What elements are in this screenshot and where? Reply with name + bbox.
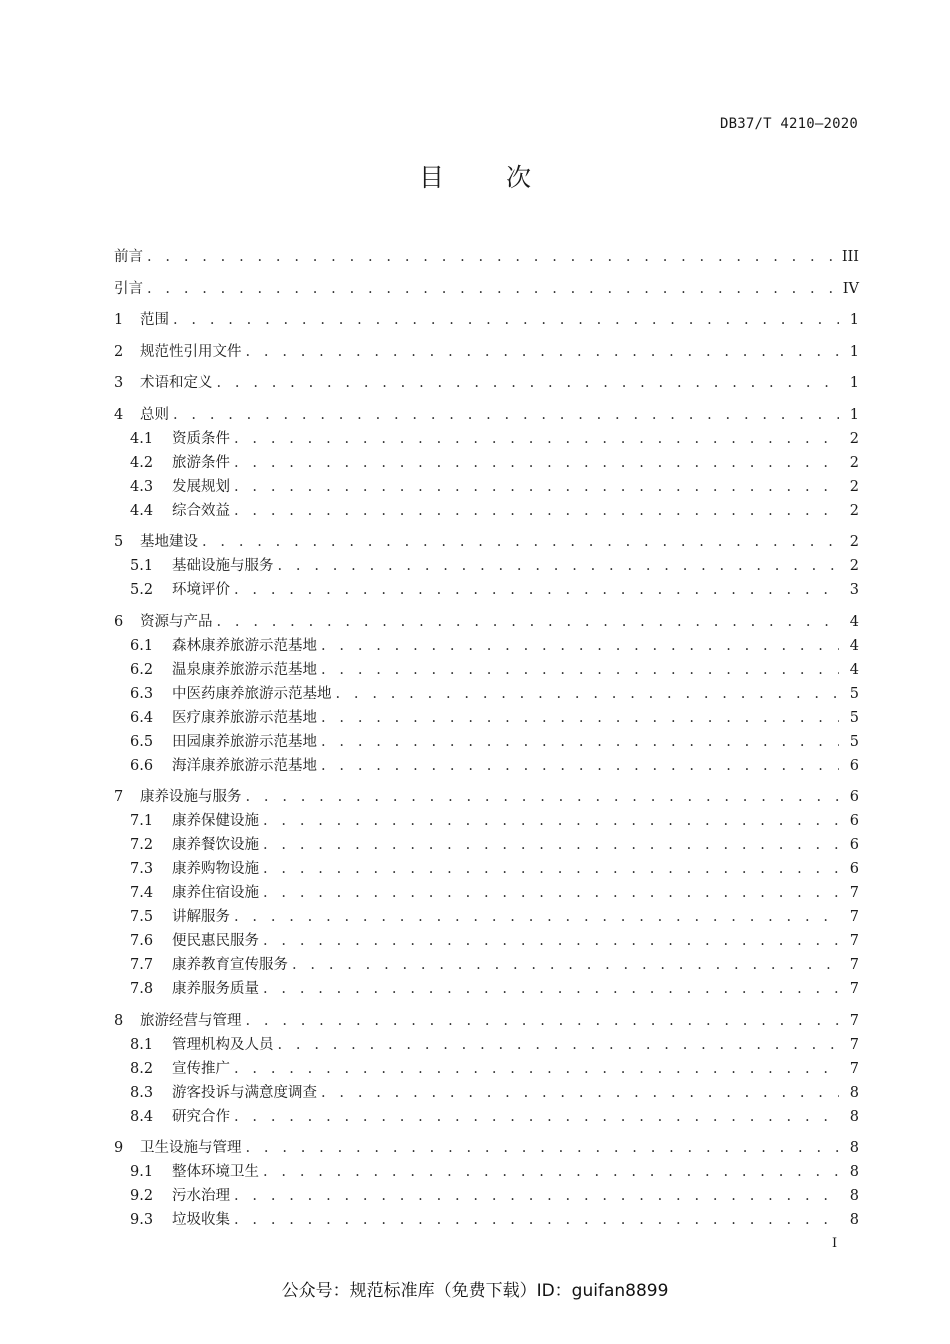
toc-entry-label: 温泉康养旅游示范基地 bbox=[172, 661, 317, 678]
toc-entry-label: 整体环境卫生 bbox=[172, 1164, 259, 1180]
toc-entry-label: 医疗康养旅游示范基地 bbox=[172, 709, 317, 726]
toc-entry-label: 康养住宿设施 bbox=[172, 885, 259, 901]
toc-entry-page: 8 bbox=[849, 1212, 859, 1228]
toc-dot-leader bbox=[147, 245, 836, 269]
toc-dot-leader bbox=[234, 427, 839, 451]
toc-dot-leader bbox=[263, 809, 839, 833]
toc-entry-page: 2 bbox=[849, 430, 859, 447]
toc-dot-leader bbox=[263, 833, 839, 857]
toc-entry-number: 5.2 bbox=[130, 582, 154, 598]
toc-entry[interactable] bbox=[114, 308, 859, 332]
toc-entry-number: 9.2 bbox=[130, 1188, 154, 1204]
toc-entry-label: 垃圾收集 bbox=[172, 1212, 230, 1228]
toc-entry-label: 资源与产品 bbox=[140, 613, 213, 630]
toc-dot-leader bbox=[147, 277, 837, 301]
toc-dot-leader bbox=[246, 1009, 840, 1033]
toc-entry-label: 基础设施与服务 bbox=[172, 558, 274, 574]
document-code: DB37/T 4210—2020 bbox=[719, 116, 858, 132]
toc-dot-leader bbox=[263, 881, 839, 905]
toc-entry[interactable] bbox=[114, 682, 859, 706]
toc-dot-leader bbox=[234, 475, 839, 499]
toc-title: 目次 bbox=[418, 163, 593, 192]
toc-entry[interactable] bbox=[114, 1160, 859, 1184]
toc-entry-number: 9.3 bbox=[130, 1212, 154, 1228]
toc-entry-number: 4.4 bbox=[130, 502, 154, 519]
toc-entry[interactable] bbox=[114, 403, 859, 427]
toc-entry-number: 6.3 bbox=[130, 685, 154, 702]
toc-entry[interactable] bbox=[114, 785, 859, 809]
toc-dot-leader bbox=[263, 977, 839, 1001]
toc-entry-number: 6 bbox=[114, 613, 124, 630]
toc-entry-label: 环境评价 bbox=[172, 582, 230, 598]
toc-entry[interactable] bbox=[114, 1184, 859, 1208]
toc-entry-label: 综合效益 bbox=[172, 502, 230, 519]
toc-entry-number: 8.1 bbox=[130, 1036, 154, 1053]
toc-entry-number: 7.5 bbox=[130, 909, 154, 925]
toc-entry-number: 8.3 bbox=[130, 1084, 154, 1101]
toc-dot-leader bbox=[321, 706, 839, 730]
toc-entry-number: 4.2 bbox=[130, 454, 154, 471]
toc-entry-page: 8 bbox=[849, 1084, 859, 1101]
toc-entry-page: 6 bbox=[849, 789, 859, 805]
toc-entry[interactable] bbox=[114, 578, 859, 602]
toc-entry-number: 4 bbox=[114, 406, 124, 423]
toc-entry-label: 引言 bbox=[114, 280, 143, 297]
toc-dot-leader bbox=[263, 929, 839, 953]
toc-entry-page: 7 bbox=[849, 933, 859, 949]
toc-entry-page: 8 bbox=[849, 1140, 859, 1156]
toc-entry-page: 1 bbox=[849, 406, 859, 423]
toc-entry-number: 4.1 bbox=[130, 430, 154, 447]
toc-entry-page: 7 bbox=[849, 909, 859, 925]
toc-entry-number: 6.6 bbox=[130, 757, 154, 774]
footer-note: 公众号：规范标准库（免费下载）ID：guifan8899 bbox=[281, 1281, 669, 1301]
toc-entry-label: 发展规划 bbox=[172, 478, 230, 495]
toc-entry-number: 9.1 bbox=[130, 1164, 154, 1180]
toc-dot-leader bbox=[336, 682, 840, 706]
toc-entry-label: 规范性引用文件 bbox=[140, 343, 242, 360]
toc-entry-page: 2 bbox=[849, 534, 859, 550]
toc-entry-page: 1 bbox=[849, 343, 859, 360]
toc-entry[interactable] bbox=[114, 1033, 859, 1057]
toc-entry-page: III bbox=[841, 249, 859, 265]
page-number: I bbox=[832, 1236, 838, 1251]
toc-entry[interactable] bbox=[114, 977, 859, 1001]
toc-entry-label: 田园康养旅游示范基地 bbox=[172, 733, 317, 750]
toc-entry-page: 2 bbox=[849, 478, 859, 495]
toc-dot-leader bbox=[202, 530, 839, 554]
toc-entry-page: 7 bbox=[849, 1060, 859, 1077]
toc-entry[interactable] bbox=[114, 809, 859, 833]
toc-entry-label: 康养服务质量 bbox=[172, 981, 259, 997]
toc-entry-label: 旅游经营与管理 bbox=[140, 1012, 242, 1029]
toc-entry-page: 6 bbox=[849, 813, 859, 829]
toc-entry-label: 卫生设施与管理 bbox=[140, 1140, 242, 1156]
toc-dot-leader bbox=[246, 340, 840, 364]
toc-entry[interactable] bbox=[114, 1208, 859, 1232]
toc-dot-leader bbox=[321, 1081, 839, 1105]
toc-entry-number: 2 bbox=[114, 343, 124, 360]
toc-entry-number: 6.1 bbox=[130, 637, 154, 654]
toc-entry-number: 1 bbox=[114, 312, 124, 328]
toc-entry-label: 总则 bbox=[140, 406, 169, 423]
toc-entry-page: 4 bbox=[849, 637, 859, 654]
toc-entry-label: 中医药康养旅游示范基地 bbox=[172, 685, 332, 702]
toc-entry[interactable] bbox=[114, 530, 859, 554]
toc-entry-label: 范围 bbox=[140, 312, 169, 328]
toc-entry-page: 7 bbox=[849, 885, 859, 901]
toc-entry-label: 旅游条件 bbox=[172, 454, 230, 471]
toc-entry-number: 4.3 bbox=[130, 478, 154, 495]
toc-entry[interactable] bbox=[114, 340, 859, 364]
toc-dot-leader bbox=[234, 1184, 839, 1208]
toc-entry-page: 3 bbox=[849, 582, 859, 598]
toc-entry[interactable] bbox=[114, 1057, 859, 1081]
toc-entry-label: 前言 bbox=[114, 249, 143, 265]
toc-dot-leader bbox=[173, 403, 839, 427]
toc-entry-page: 4 bbox=[849, 613, 859, 630]
toc-entry[interactable] bbox=[114, 554, 859, 578]
toc-entry-label: 森林康养旅游示范基地 bbox=[172, 637, 317, 654]
toc-entry-page: 6 bbox=[849, 837, 859, 853]
toc-entry[interactable] bbox=[114, 833, 859, 857]
toc-entry-label: 宣传推广 bbox=[172, 1060, 230, 1077]
toc-entry[interactable] bbox=[114, 427, 859, 451]
toc-dot-leader bbox=[246, 1136, 840, 1160]
toc-dot-leader bbox=[234, 578, 839, 602]
table-of-contents bbox=[114, 245, 859, 1232]
toc-entry-page: 8 bbox=[849, 1188, 859, 1204]
toc-dot-leader bbox=[234, 905, 839, 929]
toc-entry-label: 研究合作 bbox=[172, 1108, 230, 1125]
toc-dot-leader bbox=[234, 451, 839, 475]
toc-entry-label: 海洋康养旅游示范基地 bbox=[172, 757, 317, 774]
toc-entry[interactable] bbox=[114, 634, 859, 658]
toc-entry[interactable] bbox=[114, 245, 859, 269]
toc-entry-page: 1 bbox=[849, 375, 859, 391]
toc-entry[interactable] bbox=[114, 658, 859, 682]
toc-entry[interactable] bbox=[114, 277, 859, 301]
toc-entry-number: 5 bbox=[114, 534, 124, 550]
toc-dot-leader bbox=[263, 857, 839, 881]
toc-entry-page: 7 bbox=[849, 957, 859, 973]
toc-entry-page: 4 bbox=[849, 661, 859, 678]
toc-dot-leader bbox=[278, 554, 840, 578]
toc-entry[interactable] bbox=[114, 1105, 859, 1129]
toc-dot-leader bbox=[234, 1105, 839, 1129]
toc-entry-page: 6 bbox=[849, 861, 859, 877]
toc-entry-page: 7 bbox=[849, 981, 859, 997]
toc-entry-label: 康养教育宣传服务 bbox=[172, 957, 288, 973]
toc-dot-leader bbox=[278, 1033, 840, 1057]
toc-entry-number: 7.3 bbox=[130, 861, 154, 877]
toc-entry-number: 6.5 bbox=[130, 733, 154, 750]
toc-entry[interactable] bbox=[114, 610, 859, 634]
toc-entry-number: 6.2 bbox=[130, 661, 154, 678]
toc-dot-leader bbox=[321, 730, 839, 754]
toc-dot-leader bbox=[321, 634, 839, 658]
toc-entry-number: 5.1 bbox=[130, 558, 154, 574]
toc-entry-label: 管理机构及人员 bbox=[172, 1036, 274, 1053]
toc-entry-number: 9 bbox=[114, 1140, 124, 1156]
toc-entry-number: 8.4 bbox=[130, 1108, 154, 1125]
toc-entry-page: 8 bbox=[849, 1164, 859, 1180]
toc-entry-number: 6.4 bbox=[130, 709, 154, 726]
toc-entry[interactable] bbox=[114, 451, 859, 475]
toc-entry[interactable] bbox=[114, 857, 859, 881]
toc-entry[interactable] bbox=[114, 1081, 859, 1105]
toc-entry[interactable] bbox=[114, 730, 859, 754]
toc-entry-page: 5 bbox=[849, 685, 859, 702]
toc-dot-leader bbox=[321, 658, 839, 682]
toc-entry[interactable] bbox=[114, 1009, 859, 1033]
toc-entry-page: 2 bbox=[849, 502, 859, 519]
toc-dot-leader bbox=[234, 1208, 839, 1232]
toc-entry-label: 术语和定义 bbox=[140, 375, 213, 391]
toc-entry-number: 7.8 bbox=[130, 981, 154, 997]
toc-dot-leader bbox=[234, 499, 839, 523]
toc-entry[interactable] bbox=[114, 905, 859, 929]
toc-entry-label: 康养餐饮设施 bbox=[172, 837, 259, 853]
toc-dot-leader bbox=[246, 785, 840, 809]
toc-entry[interactable] bbox=[114, 1136, 859, 1160]
toc-entry-number: 8.2 bbox=[130, 1060, 154, 1077]
toc-entry-page: 5 bbox=[849, 733, 859, 750]
toc-entry-label: 便民惠民服务 bbox=[172, 933, 259, 949]
toc-entry-label: 游客投诉与满意度调查 bbox=[172, 1084, 317, 1101]
toc-dot-leader bbox=[263, 1160, 839, 1184]
toc-entry-page: 8 bbox=[849, 1108, 859, 1125]
toc-entry[interactable] bbox=[114, 754, 859, 778]
toc-entry-label: 康养购物设施 bbox=[172, 861, 259, 877]
toc-entry-label: 基地建设 bbox=[140, 534, 198, 550]
toc-entry-number: 7.4 bbox=[130, 885, 154, 901]
toc-entry-page: 5 bbox=[849, 709, 859, 726]
toc-entry-page: 7 bbox=[849, 1036, 859, 1053]
toc-entry-number: 7.2 bbox=[130, 837, 154, 853]
toc-entry-number: 3 bbox=[114, 375, 124, 391]
toc-entry[interactable] bbox=[114, 706, 859, 730]
toc-entry[interactable] bbox=[114, 881, 859, 905]
toc-entry-number: 7.1 bbox=[130, 813, 154, 829]
toc-entry-number: 7 bbox=[114, 789, 124, 805]
toc-entry-page: 6 bbox=[849, 757, 859, 774]
toc-dot-leader bbox=[217, 371, 840, 395]
toc-dot-leader bbox=[234, 1057, 839, 1081]
toc-entry-label: 污水治理 bbox=[172, 1188, 230, 1204]
toc-entry-label: 康养保健设施 bbox=[172, 813, 259, 829]
toc-entry-label: 讲解服务 bbox=[172, 909, 230, 925]
toc-entry[interactable] bbox=[114, 475, 859, 499]
toc-dot-leader bbox=[217, 610, 840, 634]
toc-entry[interactable] bbox=[114, 929, 859, 953]
toc-entry[interactable] bbox=[114, 371, 859, 395]
toc-entry-page: 7 bbox=[849, 1012, 859, 1029]
toc-dot-leader bbox=[321, 754, 839, 778]
toc-entry-label: 康养设施与服务 bbox=[140, 789, 242, 805]
toc-entry-number: 7.7 bbox=[130, 957, 154, 973]
toc-entry-number: 8 bbox=[114, 1012, 124, 1029]
toc-entry-number: 7.6 bbox=[130, 933, 154, 949]
toc-entry-page: IV bbox=[842, 280, 859, 297]
toc-entry-page: 1 bbox=[849, 312, 859, 328]
toc-entry-page: 2 bbox=[849, 454, 859, 471]
toc-entry[interactable] bbox=[114, 499, 859, 523]
toc-entry-page: 2 bbox=[849, 558, 859, 574]
toc-dot-leader bbox=[173, 308, 839, 332]
toc-entry[interactable] bbox=[114, 953, 859, 977]
toc-dot-leader bbox=[292, 953, 839, 977]
toc-entry-label: 资质条件 bbox=[172, 430, 230, 447]
